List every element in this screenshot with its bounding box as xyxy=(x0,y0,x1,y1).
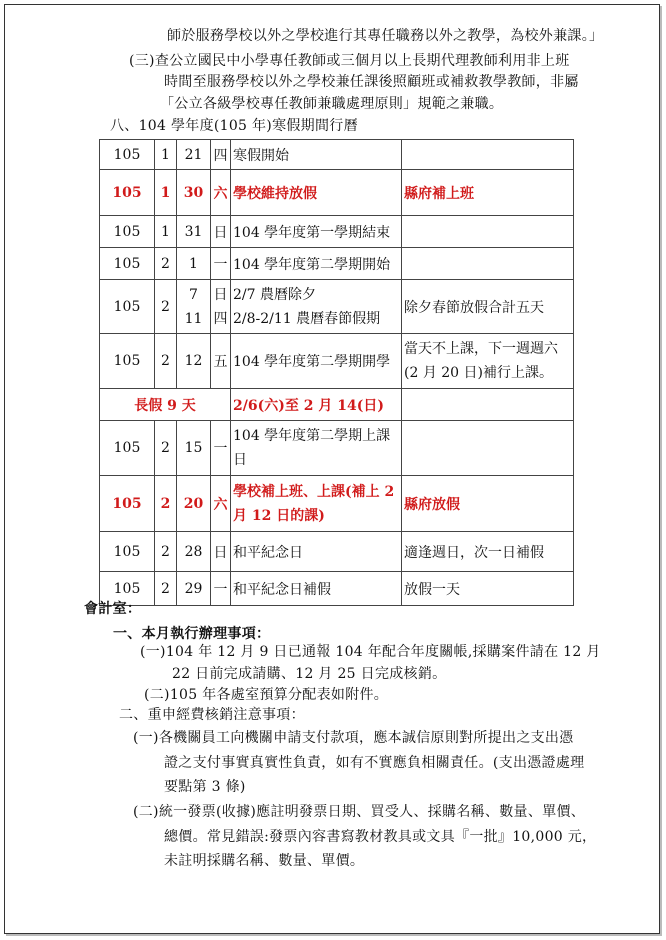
cell-note xyxy=(402,248,574,280)
cell-month: 1 xyxy=(155,140,177,170)
cell-event: 104 學年度第二學期開學 xyxy=(231,334,402,389)
cell-event xyxy=(231,421,402,476)
cell-note: 適逢週日，次一日補假 xyxy=(402,532,574,572)
cell-note xyxy=(402,389,574,421)
holiday-calendar-table xyxy=(99,139,574,606)
cell-note-line-2: (2 月 20 日)補行上課。 xyxy=(404,365,553,381)
table-row xyxy=(100,476,574,532)
cell-event: 104 學年度第二學期開始 xyxy=(231,248,402,280)
cell-weekday: 一 xyxy=(211,572,231,606)
table-row xyxy=(100,140,574,170)
accounting-item-1-1b: 22 日前完成請購、12 月 25 日完成核銷。 xyxy=(172,666,447,682)
cell-month: 2 xyxy=(155,572,177,606)
accounting-item-2-2a: (二)統一發票(收據)應註明發票日期、買受人、採購名稱、數量、單價、 xyxy=(133,804,586,820)
cell-day: 1 xyxy=(177,248,211,280)
cell-note: 縣府放假 xyxy=(402,476,574,532)
table-row xyxy=(100,532,574,572)
table-row xyxy=(100,572,574,606)
cell-year: 105 xyxy=(100,572,155,606)
intro-line-3: 時間至服務學校以外之學校兼任課後照顧班或補救教學教師，非屬 xyxy=(164,74,579,90)
cell-day: 31 xyxy=(177,216,211,248)
cell-event-line-1: 學校補上班、上課(補上 2 xyxy=(233,483,395,500)
table-row xyxy=(100,170,574,216)
cell-weekday: 五 xyxy=(211,334,231,389)
cell-year: 105 xyxy=(100,170,155,216)
cell-day-1: 7 xyxy=(189,286,198,303)
cell-month: 2 xyxy=(155,421,177,476)
cell-day: 29 xyxy=(177,572,211,606)
accounting-item-1-2: (二)105 年各處室預算分配表如附件。 xyxy=(144,687,389,703)
cell-month: 2 xyxy=(155,248,177,280)
cell-note-line-1: 當天不上課，下一週週六 xyxy=(404,341,558,357)
cell-year: 105 xyxy=(100,140,155,170)
cell-note: 除夕春節放假合計五天 xyxy=(402,280,574,334)
cell-weekday: 六 xyxy=(211,476,231,532)
table-row xyxy=(100,216,574,248)
cell-weekday: 日 xyxy=(211,532,231,572)
cell-weekday xyxy=(211,280,231,334)
cell-weekday: 一 xyxy=(211,421,231,476)
cell-month: 2 xyxy=(155,532,177,572)
accounting-section-1: 一、本月執行辦理事項： xyxy=(113,626,271,642)
section-8-title: 八、104 學年度(105 年)寒假期間行曆 xyxy=(110,118,358,134)
cell-note xyxy=(402,140,574,170)
accounting-heading: 會計室： xyxy=(84,601,142,617)
long-holiday-range: 2/6(六)至 2 月 14(日) xyxy=(231,389,402,421)
accounting-item-1-1a: (一)104 年 12 月 9 日已通報 104 年配合年度關帳,採購案件請在 12 月 xyxy=(140,644,601,660)
cell-year: 105 xyxy=(100,532,155,572)
table-row xyxy=(100,421,574,476)
cell-day: 30 xyxy=(177,170,211,216)
cell-event-line-2: 月 12 日的課) xyxy=(233,507,325,524)
cell-note xyxy=(402,334,574,389)
cell-day xyxy=(177,280,211,334)
cell-year: 105 xyxy=(100,280,155,334)
intro-line-2: (三)查公立國民中小學專任教師或三個月以上長期代理教師利用非上班 xyxy=(129,53,570,69)
cell-event: 和平紀念日補假 xyxy=(231,572,402,606)
cell-weekday-2: 四 xyxy=(213,310,228,327)
cell-note xyxy=(402,421,574,476)
accounting-item-2-1a: (一)各機關員工向機關申請支付款項，應本誠信原則對所提出之支出憑 xyxy=(133,730,574,746)
table-row xyxy=(100,334,574,389)
cell-year: 105 xyxy=(100,216,155,248)
cell-weekday: 一 xyxy=(211,248,231,280)
accounting-item-2-1c: 要點第 3 條) xyxy=(164,779,246,795)
cell-event-line-2: 日 xyxy=(233,452,247,468)
cell-day: 12 xyxy=(177,334,211,389)
cell-month: 1 xyxy=(155,216,177,248)
long-holiday-row xyxy=(100,389,574,421)
cell-month: 2 xyxy=(155,334,177,389)
cell-weekday: 四 xyxy=(211,140,231,170)
intro-line-1: 師於服務學校以外之學校進行其專任職務以外之教學，為校外兼課。」 xyxy=(167,28,604,44)
cell-note: 放假一天 xyxy=(402,572,574,606)
cell-event: 寒假開始 xyxy=(231,140,402,170)
intro-line-4: 「公立各級學校專任教師兼職處理原則」規範之兼職。 xyxy=(160,96,504,112)
cell-note xyxy=(402,216,574,248)
cell-note: 縣府補上班 xyxy=(402,170,574,216)
cell-day: 15 xyxy=(177,421,211,476)
cell-event: 學校維持放假 xyxy=(231,170,402,216)
cell-year: 105 xyxy=(100,248,155,280)
cell-month: 2 xyxy=(155,476,177,532)
cell-event xyxy=(231,280,402,334)
accounting-item-2-2c: 未註明採購名稱、數量、單價。 xyxy=(164,853,365,869)
cell-event-line-1: 2/7 農曆除夕 xyxy=(233,286,316,303)
long-holiday-label: 長假 9 天 xyxy=(100,389,231,421)
cell-day: 20 xyxy=(177,476,211,532)
cell-event: 和平紀念日 xyxy=(231,532,402,572)
cell-weekday: 日 xyxy=(211,216,231,248)
cell-month: 1 xyxy=(155,170,177,216)
table-row xyxy=(100,280,574,334)
cell-day: 21 xyxy=(177,140,211,170)
table-row xyxy=(100,248,574,280)
accounting-section-2: 二、重申經費核銷注意事項： xyxy=(119,707,305,723)
cell-day-2: 11 xyxy=(184,310,203,327)
cell-year: 105 xyxy=(100,334,155,389)
accounting-item-2-2b: 總價。常見錯誤:發票內容書寫教材教具或文具『一批』10,000 元， xyxy=(164,829,597,845)
accounting-item-2-1b: 證之支付事實真實性負責，如有不實應負相關責任。(支出憑證處理 xyxy=(164,755,585,771)
cell-event-line-2: 2/8-2/11 農曆春節假期 xyxy=(233,310,381,327)
cell-event: 104 學年度第一學期結束 xyxy=(231,216,402,248)
cell-event-line-1: 104 學年度第二學期上課 xyxy=(233,428,391,444)
cell-weekday-1: 日 xyxy=(213,286,228,303)
cell-year: 105 xyxy=(100,421,155,476)
cell-weekday: 六 xyxy=(211,170,231,216)
cell-year: 105 xyxy=(100,476,155,532)
cell-month: 2 xyxy=(155,280,177,334)
cell-event xyxy=(231,476,402,532)
cell-day: 28 xyxy=(177,532,211,572)
